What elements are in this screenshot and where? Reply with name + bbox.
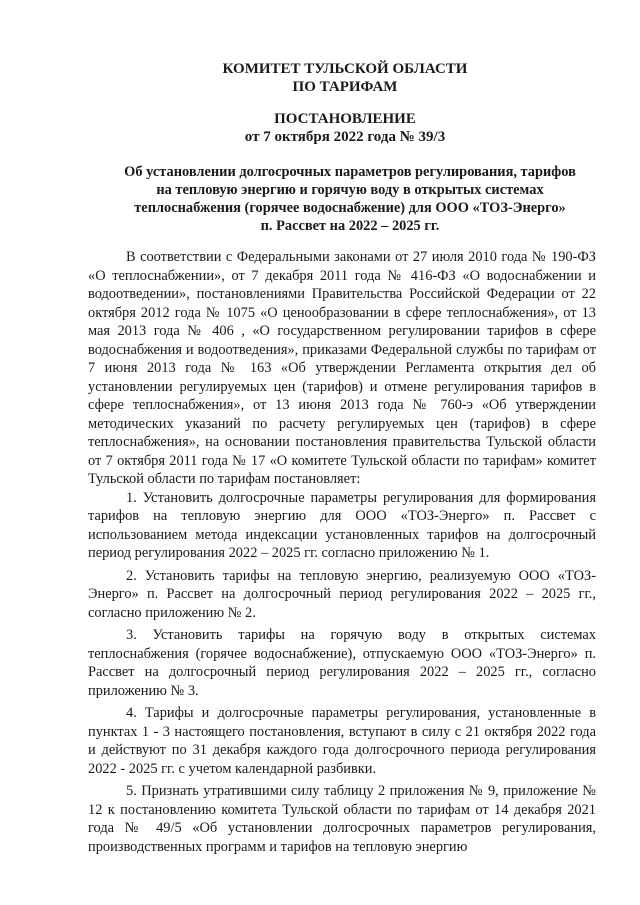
document-title-line4: п. Рассвет на 2022 – 2025 гг. [260,218,440,234]
document-title-line2: на тепловую энергию и горячую воду в открытых системах [156,182,544,198]
clause-2: 2. Установить тарифы на тепловую энергию, реализуемую ООО «ТОЗ-Энерго» п. Рассвет на долгосрочный период регулирования 2022 – 2025 гг., согласно приложению № 2. [88,567,596,621]
document-type: ПОСТАНОВЛЕНИЕ [274,111,416,127]
org-name-line1: КОМИТЕТ ТУЛЬСКОЙ ОБЛАСТИ [222,61,468,77]
document-body [88,248,596,860]
clause-1: 1. Установить долгосрочные параметры регулирования для формирования тарифов на тепловую энергию для ООО «ТОЗ-Энерго» п. Рассвет с использованием метода индексации установленных тарифов на долгосрочный период регулирования 2022 – 2025 гг. согласно приложению № 1. [88,489,596,561]
clause-3: 3. Установить тарифы на горячую воду в открытых системах теплоснабжения (горячее водоснабжение), отпускаемую ООО «ТОЗ-Энерго» п. Рассвет на долгосрочный период регулирования 2022 – 2025 гг., согласно приложению № 3. [88,627,596,699]
clause-5: 5. Признать утратившими силу таблицу 2 приложения № 9, приложение № 12 к постановлению комитета Тульской области по тарифам от 14 декабря 2021 года № 49/5 «Об установлении долгосрочных параметров регулирования, производственных программ и тарифов на тепловую энергию [88,783,596,855]
org-name-line2: ПО ТАРИФАМ [292,79,398,95]
document-date-number: от 7 октября 2022 года № 39/3 [244,129,446,145]
document-title-line1: Об установлении долгосрочных параметров регулирования, тарифов [124,164,576,180]
clause-4: 4. Тарифы и долгосрочные параметры регулирования, установленные в пунктах 1 - 3 настоящего постановления, вступают в силу с 21 октября 2022 года и действуют по 31 декабря каждого года долгосрочного периода регулирования 2022 - 2025 гг. с учетом календарной разбивки. [88,705,596,777]
document-title-line3: теплоснабжения (горячее водоснабжение) для ООО «ТОЗ-Энерго» [134,200,566,216]
preamble-paragraph: В соответствии с Федеральными законами от 27 июля 2010 года № 190-ФЗ «О теплоснабжении», от 7 декабря 2011 года № 416-ФЗ «О водоснабжении и водоотведении», постановлениями Правительства Российской Федерации от 22 октября 2012 года № 1075 «О ценообразовании в сфере теплоснабжения», от 13 мая 2013 года № 406 , «О государственном регулировании тарифов в сфере водоснабжения и водоотведения», приказами Федеральной службы по тарифам от 7 июня 2013 года № 163 «Об утверждении Регламента открытия дел об установлении регулируемых цен (тарифов) и отмене регулирования тарифов в сфере теплоснабжения», от 13 июня 2013 года № 760-э «Об утверждении методических указаний по расчету регулируемых цен (тарифов) в сфере теплоснабжения», на основании постановления правительства Тульской области от 7 октября 2011 года № 17 «О комитете Тульской области по тарифам» комитет Тульской области по тарифам постановляет: [88,249,596,487]
